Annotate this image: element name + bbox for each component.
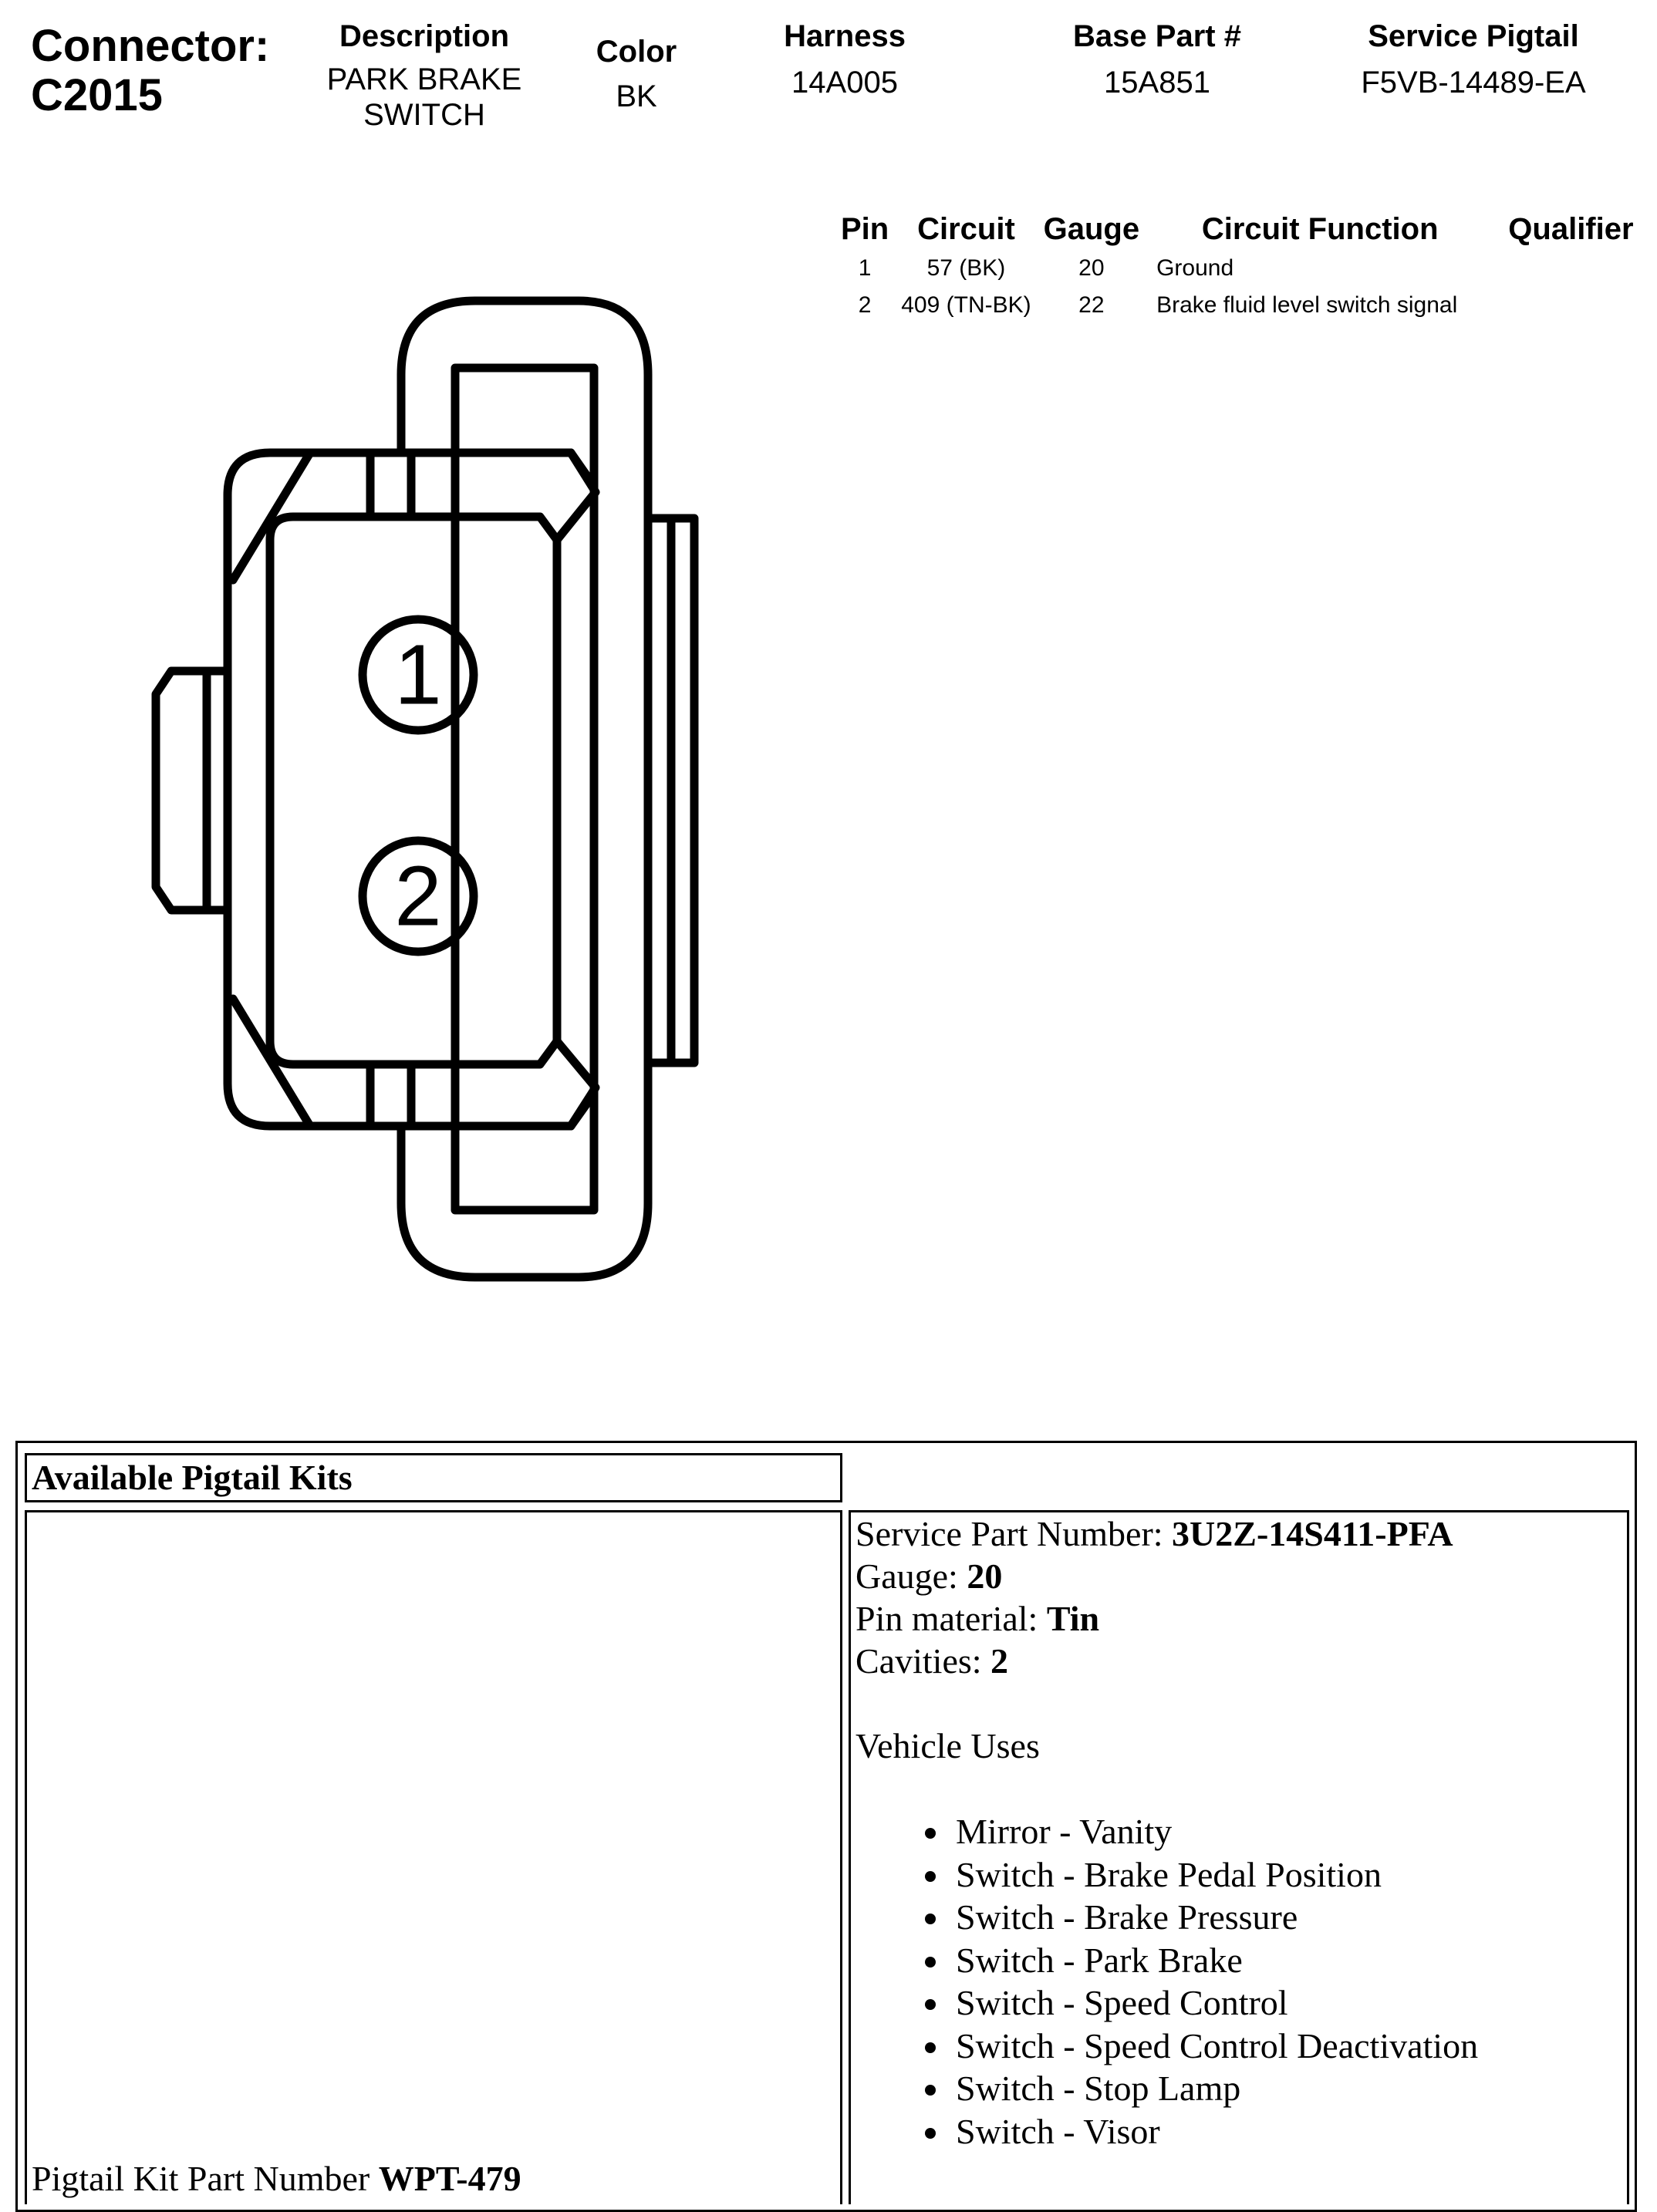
pigtail-kit-details-cell	[849, 1510, 1629, 2204]
circuit-function-cell: Brake fluid level switch signal	[1156, 292, 1458, 318]
qualifier-header: Qualifier	[1508, 212, 1634, 246]
description-line-2: SWITCH	[363, 98, 485, 132]
list-item: • Switch - Stop Lamp	[951, 2067, 1627, 2110]
gauge-cell: 20	[1078, 255, 1105, 281]
service-part-label: Service Part Number:	[855, 1514, 1173, 1553]
lock-loop-outline	[401, 301, 648, 1277]
description-label: Description	[339, 19, 510, 53]
connector-face	[270, 517, 557, 1064]
base-part-column	[1041, 19, 1273, 100]
gauge-value: 20	[967, 1556, 1003, 1596]
service-pigtail-label: Service Pigtail	[1368, 19, 1579, 53]
pin-1-label: 1	[394, 627, 442, 723]
pin-cell: 2	[858, 292, 872, 318]
description-column	[309, 19, 540, 133]
list-item: • Mirror - Vanity	[951, 1810, 1627, 1853]
vehicle-uses-list	[855, 1810, 1627, 2153]
kit-part-label: Pigtail Kit Part Number	[32, 2159, 379, 2198]
connector-face-diagram	[139, 285, 710, 1311]
table-row	[841, 287, 1646, 324]
list-item: • Switch - Park Brake	[951, 1939, 1627, 1982]
circuit-cell: 409 (TN-BK)	[901, 292, 1031, 318]
description-value	[309, 62, 540, 133]
table-row	[841, 250, 1646, 287]
gauge-cell: 22	[1078, 292, 1105, 318]
pin-cell: 1	[858, 255, 872, 281]
list-item: • Switch - Speed Control Deactivation	[951, 2025, 1627, 2068]
pin-material-value: Tin	[1046, 1599, 1100, 1638]
pin-material-info	[855, 1597, 1627, 1640]
pin-table	[841, 208, 1646, 324]
cavities-value: 2	[990, 1641, 1009, 1681]
color-column	[575, 34, 698, 114]
list-item: • Switch - Speed Control	[951, 1981, 1627, 2025]
connector-label: Connector:	[31, 21, 270, 71]
vehicle-uses-heading: Vehicle Uses	[855, 1726, 1040, 1765]
harness-column	[748, 19, 941, 100]
base-part-value: 15A851	[1104, 66, 1210, 99]
service-pigtail-column	[1327, 19, 1620, 100]
color-value: BK	[616, 79, 657, 113]
housing-outline	[156, 453, 594, 1126]
pigtail-kit-image-cell	[25, 1510, 842, 2204]
gauge-info	[855, 1555, 1627, 1597]
list-item: • Switch - Visor	[951, 2110, 1627, 2153]
kit-part-value: WPT-479	[378, 2159, 521, 2198]
gauge-label: Gauge:	[855, 1556, 967, 1596]
circuit-function-cell: Ground	[1156, 255, 1234, 281]
circuit-cell: 57 (BK)	[926, 255, 1006, 281]
circuit-header: Circuit	[917, 212, 1015, 246]
service-part-number	[855, 1512, 1627, 1555]
list-item: • Switch - Brake Pressure	[951, 1896, 1627, 1939]
circuit-function-header: Circuit Function	[1201, 212, 1439, 246]
lock-inner-frame	[455, 368, 594, 1210]
cavities-label: Cavities:	[855, 1641, 991, 1681]
list-item: • Switch - Brake Pedal Position	[951, 1853, 1627, 1897]
gauge-header: Gauge	[1043, 212, 1140, 246]
color-label: Color	[596, 35, 677, 69]
cavities-info	[855, 1640, 1627, 1682]
connector-heading	[31, 22, 269, 120]
service-pigtail-value: F5VB-14489-EA	[1361, 66, 1586, 99]
harness-value: 14A005	[791, 66, 898, 99]
pin-2-label: 2	[394, 848, 442, 944]
qualifier-cell	[1470, 250, 1645, 287]
pin-header: Pin	[841, 212, 889, 246]
pin-table-header-row	[841, 208, 1646, 250]
service-part-value: 3U2Z-14S411-PFA	[1172, 1514, 1453, 1553]
qualifier-cell	[1470, 287, 1645, 324]
description-line-1: PARK BRAKE	[326, 62, 522, 96]
base-part-label: Base Part #	[1073, 19, 1241, 53]
pin-material-label: Pin material:	[855, 1599, 1047, 1638]
connector-id: C2015	[31, 70, 163, 120]
harness-label: Harness	[784, 19, 906, 53]
pigtail-kits-title: Available Pigtail Kits	[25, 1453, 842, 1502]
